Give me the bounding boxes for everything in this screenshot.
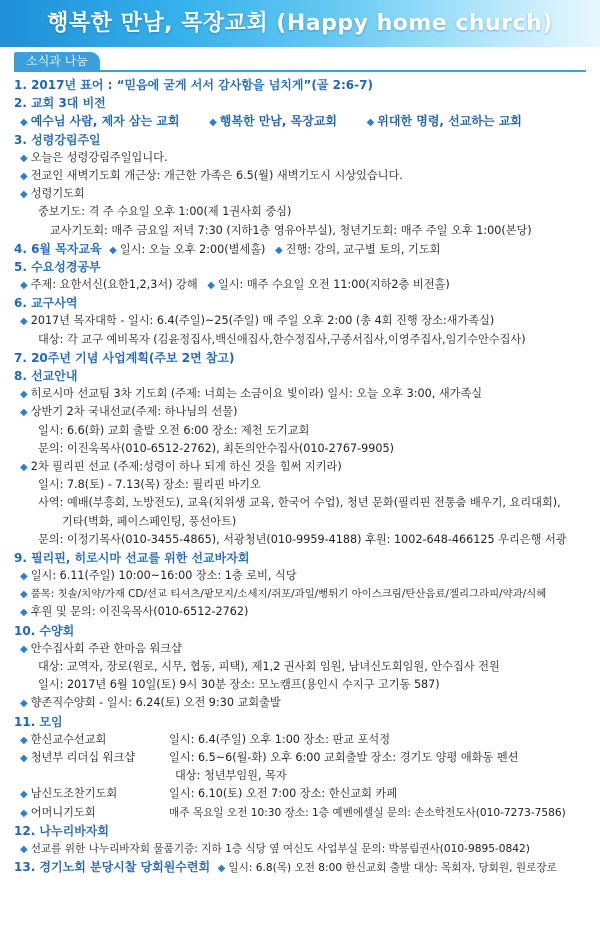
list-subitem (14, 422, 588, 440)
meeting-name: 청년부 리더십 워크샵 (30, 750, 136, 764)
item-text: 성령기도회 (30, 187, 85, 201)
bullet-icon: ◆ (20, 589, 28, 601)
meeting-info: 일시: 6.10(토) 오전 7:00 장소: 한신교회 카페 (169, 787, 398, 801)
list-item (14, 603, 588, 621)
item-3 (14, 131, 588, 149)
meeting-info: 매주 목요일 오전 10:30 장소: 1층 예벤에셀실 문의: 손소학전도사(010-7273-7586) (169, 806, 566, 819)
item-text: 주제: 요한서신(요한1,2,3서) 강해 (30, 278, 198, 292)
item-12 (14, 822, 588, 840)
item-2 (14, 94, 588, 112)
bullet-icon: ◆ (20, 843, 28, 855)
vision-1: 예수님 사람, 제자 삼는 교회 (30, 114, 180, 129)
list-item (14, 385, 588, 403)
list-subitem (14, 494, 588, 512)
bullet-icon: ◆ (20, 117, 28, 129)
vision-row (14, 112, 588, 130)
bullet-icon: ◆ (20, 807, 28, 819)
list-item (14, 694, 588, 712)
list-subitem (14, 203, 588, 221)
item-text: 후원 및 문의: 이진욱목사(010-6512-2762) (30, 605, 249, 619)
heading-1: 1. 2017년 표어 : “믿음에 굳게 서서 감사함을 넘치게”(골 2:6-7) (14, 78, 373, 92)
item-text: 일시: 매주 수요일 오전 11:00(지하2층 비전홀) (217, 278, 450, 292)
list-item (14, 567, 588, 585)
list-item (14, 585, 588, 603)
heading-11: 11. 모임 (14, 714, 63, 729)
item-text: 대상: 각 교구 예비목자 (김윤정집사,백신애집사,한수정집사,구종서집사,이영주집사,임기수안수집사) (38, 332, 526, 346)
list-subitem (14, 222, 588, 240)
item-text: 사역: 예배(부흥회, 노방전도), 교육(치위생 교육, 한국어 수업), 청년 문화(필리핀 전통춤 배우기, 요리대회), (38, 496, 561, 510)
bullet-icon: ◆ (20, 607, 28, 619)
item-text: 안수집사회 주관 한마음 워크샵 (30, 641, 182, 655)
list-item (14, 840, 588, 858)
item-text: 중보기도: 격 주 수요일 오후 1:00(제 1권사회 중심) (38, 205, 292, 219)
list-subitem (14, 331, 588, 349)
heading-13: 13. 경기노회 분당시찰 당회원수련회 (14, 860, 211, 875)
meeting-row (14, 785, 588, 803)
bullet-icon: ◆ (20, 789, 28, 801)
list-item (14, 185, 588, 203)
bullet-icon: ◆ (20, 280, 28, 292)
item-text: 품목: 칫솔/치약/가재 CD/선교 티셔츠/팥모지/소세지/쥐포/과일/뻥튀기 아이스크림/탄산음료/젤리그라피/약과/식혜 (30, 588, 547, 601)
section-tab: 소식과 나눔 (14, 52, 100, 70)
item-text: 오늘은 성령강림주일입니다. (30, 150, 168, 164)
heading-2: 2. 교회 3대 비전 (14, 96, 106, 111)
item-13 (14, 858, 588, 876)
bullet-icon: ◆ (207, 280, 215, 292)
heading-8: 8. 선교안내 (14, 369, 78, 383)
meeting-row (14, 731, 588, 749)
bullet-icon: ◆ (20, 571, 28, 583)
meeting-info: 일시: 6.5~6(월-화) 오후 6:00 교회출발 장소: 경기도 양평 애화동 펜션 (169, 750, 519, 764)
list-subitem (14, 658, 588, 676)
meeting-row (14, 804, 588, 822)
item-text: 문의: 이정기목사(010-3455-4865), 서광청년(010-9959-4188) 후원: 1002-648-466125 우리은행 서광 (38, 532, 567, 546)
list-subitem (14, 476, 588, 494)
list-item (14, 276, 588, 294)
list-subitem (14, 513, 588, 531)
bullet-icon: ◆ (20, 752, 28, 764)
meeting-name: 한신교수선교회 (30, 732, 107, 746)
bullet-icon: ◆ (109, 244, 117, 256)
list-item (14, 167, 588, 185)
heading-10: 10. 수양회 (14, 623, 75, 638)
bullet-icon: ◆ (20, 389, 28, 401)
bullet-icon: ◆ (20, 734, 28, 746)
vision-2: 행복한 만남, 목장교회 (219, 114, 338, 129)
list-subitem (14, 531, 588, 549)
bullet-icon: ◆ (209, 117, 217, 129)
bullet-icon: ◆ (20, 316, 28, 328)
bullet-icon: ◆ (20, 407, 28, 419)
bulletin-content (14, 76, 588, 876)
list-item (14, 458, 588, 476)
item-6 (14, 294, 588, 312)
heading-6: 6. 교구사역 (14, 296, 78, 311)
item-9 (14, 549, 588, 567)
item-text: 일시: 6.11(주일) 10:00~16:00 장소: 1층 로비, 식당 (30, 569, 297, 583)
bullet-icon: ◆ (20, 152, 28, 164)
heading-9: 9. 필리핀, 히로시마 선교를 위한 선교바자회 (14, 550, 250, 565)
bullet-icon: ◆ (20, 643, 28, 655)
item-text: 기타(벽화, 페이스페인팅, 풍선아트) (62, 514, 237, 528)
item-text: 일시: 6.6(화) 교회 출발 오전 6:00 장소: 제천 도기교회 (38, 423, 310, 437)
item-text: 교사기도회: 매주 금요일 저녁 7:30 (지하1층 영유아부실), 청년기도회: 매주 주일 오후 1:00(본당) (50, 223, 532, 237)
item-text: 일시: 6.8(목) 오전 8:00 한신교회 출발 대상: 목회자, 당회원, 원로장로 (228, 862, 557, 875)
heading-12: 12. 나누리바자회 (14, 823, 109, 838)
item-4 (14, 240, 588, 258)
item-text: 상반기 2차 국내선교(주제: 하나님의 선물) (30, 405, 238, 419)
list-item (14, 149, 588, 167)
meeting-name: 어머니기도회 (30, 805, 96, 819)
list-item (14, 403, 588, 421)
meeting-info: 일시: 6.4(주일) 오후 1:00 장소: 판교 포석정 (169, 732, 391, 746)
vision-3: 위대한 명령, 선교하는 교회 (377, 114, 522, 129)
meeting-row-continued (14, 767, 588, 785)
bullet-icon: ◆ (217, 863, 226, 875)
heading-3: 3. 성령강림주일 (14, 132, 101, 147)
item-text: 일시: 오늘 오후 2:00(별세홀) (119, 242, 266, 256)
item-text: 진행: 강의, 교구별 토의, 기도회 (285, 242, 441, 256)
item-8 (14, 367, 588, 385)
page-title: 행복한 만남, 목장교회 (Happy home church) (47, 11, 553, 36)
item-text: 선교를 위한 나누리바자회 물품기증: 지하 1층 식당 옆 여신도 사업부실 문의: 박봉림권사(010-9895-0842) (30, 842, 530, 855)
meeting-name: 남신도조찬기도회 (30, 787, 118, 801)
meeting-row (14, 749, 588, 767)
header-banner (0, 0, 600, 47)
bullet-icon: ◆ (20, 189, 28, 201)
heading-4: 4. 6월 목자교육 (14, 241, 102, 256)
item-text: 향존직수양회 - 일시: 6.24(토) 오전 9:30 교회출발 (30, 696, 281, 710)
bullet-icon: ◆ (20, 698, 28, 710)
item-text: 2017년 목자대학 - 일시: 6.4(주일)~25(주일) 매 주일 오후 2:00 (총 4회 진행 장소:새가족실) (30, 314, 495, 328)
bullet-icon: ◆ (274, 244, 283, 256)
bullet-icon: ◆ (20, 461, 28, 473)
bullet-icon: ◆ (20, 170, 28, 182)
item-text: 히로시마 선교팀 3차 기도회 (주제: 너희는 소금이요 빛이라) 일시: 오늘 오후 3:00, 새가족실 (30, 387, 483, 401)
meeting-info: 대상: 청년부임원, 목자 (175, 769, 287, 783)
bullet-icon: ◆ (366, 117, 375, 129)
item-text: 대상: 교역자, 장로(원로, 시무, 협동, 피택), 제1,2 권사회 임원, 남녀신도회임원, 안수집사 전원 (38, 660, 500, 673)
list-subitem (14, 440, 588, 458)
item-text: 전교인 새벽기도회 개근상: 개근한 가족은 6.5(월) 새벽기도시 시상있습니다. (30, 168, 403, 182)
heading-7: 7. 20주년 기념 사업계획(주보 2면 참고) (14, 350, 235, 365)
heading-5: 5. 수요성경공부 (14, 259, 101, 274)
item-1 (14, 76, 588, 94)
item-7 (14, 349, 588, 367)
list-item (14, 640, 588, 658)
list-item (14, 312, 588, 330)
item-5 (14, 258, 588, 276)
item-text: 문의: 이진욱목사(010-6512-2762), 최돈의안수집사(010-2767-9905) (38, 441, 394, 455)
item-text: 일시: 7.8(토) - 7.13(목) 장소: 필리핀 바기오 (38, 478, 261, 492)
item-text: 일시: 2017년 6월 10일(토) 9시 30분 장소: 모노캠프(용인시 수지구 고기동 587) (38, 678, 440, 692)
list-subitem (14, 676, 588, 694)
item-10 (14, 622, 588, 640)
section-divider (14, 70, 586, 72)
item-11 (14, 713, 588, 731)
item-text: 2차 필리핀 선교 (주제:성령이 하나 되게 하신 것을 힘써 지키라) (30, 459, 342, 473)
